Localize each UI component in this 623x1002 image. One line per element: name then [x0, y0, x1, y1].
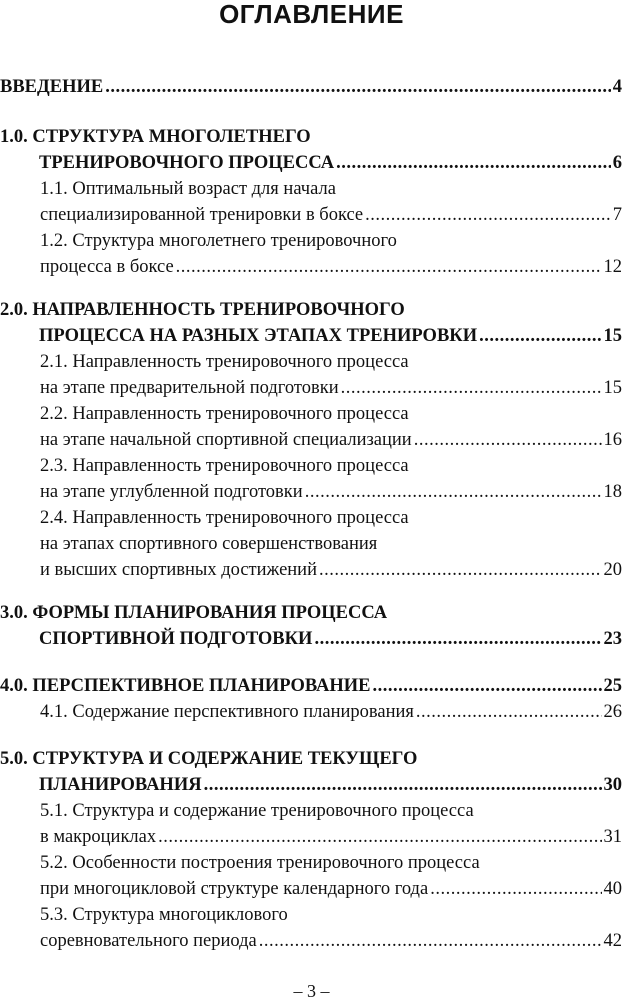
- dot-leader: [479, 323, 601, 349]
- entry-label: 4.0. ПЕРСПЕКТИВНОЕ ПЛАНИРОВАНИЕ: [0, 676, 371, 696]
- dot-leader: [305, 479, 602, 505]
- toc-section-5-1[interactable]: [0, 824, 622, 850]
- dot-leader: [430, 876, 601, 902]
- toc-section-2-1-line1[interactable]: 2.1. Направленность тренировочного процесса: [40, 352, 409, 372]
- toc-section-4-1[interactable]: [0, 699, 622, 725]
- toc-chapter-2[interactable]: [0, 323, 622, 349]
- dot-leader: [259, 928, 602, 954]
- dot-leader: [416, 699, 602, 725]
- page-number: 15: [603, 326, 622, 346]
- page-number: 20: [603, 560, 622, 580]
- entry-label: ВВЕДЕНИЕ: [0, 77, 104, 97]
- entry-label: 4.1. Содержание перспективного планирования: [40, 702, 414, 722]
- toc-chapter-1[interactable]: [0, 150, 622, 176]
- page-number: 7: [612, 205, 622, 225]
- page-number: 31: [603, 827, 622, 847]
- page-number: 40: [603, 879, 622, 899]
- entry-label: в макроциклах: [40, 827, 157, 847]
- toc-chapter-3[interactable]: [0, 626, 622, 652]
- toc-section-1-1-line1[interactable]: 1.1. Оптимальный возраст для начала: [40, 179, 336, 199]
- page-number: 12: [603, 257, 622, 277]
- dot-leader: [314, 626, 601, 652]
- toc-section-2-3[interactable]: [0, 479, 622, 505]
- toc-chapter-4[interactable]: [0, 673, 622, 699]
- toc-section-5-3[interactable]: [0, 928, 622, 954]
- entry-label: специализированной тренировки в боксе: [40, 205, 364, 225]
- entry-label: ПЛАНИРОВАНИЯ: [39, 775, 202, 795]
- page-number: 23: [603, 629, 622, 649]
- dot-leader: [373, 673, 602, 699]
- entry-label: и высших спортивных достижений: [40, 560, 317, 580]
- entry-label: на этапе предварительной подготовки: [40, 378, 339, 398]
- dot-leader: [365, 202, 611, 228]
- dot-leader: [319, 557, 602, 583]
- toc-section-5-2-line1[interactable]: 5.2. Особенности построения тренировочного процесса: [40, 853, 480, 873]
- page-title: ОГЛАВЛЕНИЕ: [219, 0, 404, 29]
- entry-label: ПРОЦЕССА НА РАЗНЫХ ЭТАПАХ ТРЕНИРОВКИ: [39, 326, 478, 346]
- toc-section-2-4[interactable]: [0, 557, 622, 583]
- page-footer-number: – 3 –: [293, 981, 330, 1001]
- toc-section-1-2[interactable]: [0, 254, 622, 280]
- toc-section-1-1[interactable]: [0, 202, 622, 228]
- toc-section-1-2-line1[interactable]: 1.2. Структура многолетнего тренировочного: [40, 231, 397, 251]
- entry-label: ТРЕНИРОВОЧНОГО ПРОЦЕССА: [39, 153, 335, 173]
- dot-leader: [158, 824, 601, 850]
- toc-section-2-4-line1[interactable]: 2.4. Направленность тренировочного процесса: [40, 508, 409, 528]
- page-number: 16: [603, 430, 622, 450]
- entry-label: при многоцикловой структуре календарного года: [40, 879, 429, 899]
- page-number: 42: [603, 931, 622, 951]
- page-number: 18: [603, 482, 622, 502]
- page-number: 4: [612, 77, 622, 97]
- dot-leader: [336, 150, 611, 176]
- page-number: 25: [603, 676, 622, 696]
- page-number: 6: [612, 153, 622, 173]
- toc-section-5-3-line1[interactable]: 5.3. Структура многоциклового: [40, 905, 288, 925]
- entry-label: процесса в боксе: [40, 257, 174, 277]
- toc-entry-introduction[interactable]: [0, 74, 622, 100]
- toc-section-2-2[interactable]: [0, 427, 622, 453]
- page-number: 30: [603, 775, 622, 795]
- toc-chapter-2-line1[interactable]: 2.0. НАПРАВЛЕННОСТЬ ТРЕНИРОВОЧНОГО: [0, 300, 405, 320]
- page-number: 15: [603, 378, 622, 398]
- toc-section-2-3-line1[interactable]: 2.3. Направленность тренировочного процесса: [40, 456, 409, 476]
- toc-section-2-4-line2[interactable]: на этапах спортивного совершенствования: [40, 534, 378, 554]
- toc-section-2-1[interactable]: [0, 375, 622, 401]
- toc-section-2-2-line1[interactable]: 2.2. Направленность тренировочного процесса: [40, 404, 409, 424]
- dot-leader: [414, 427, 602, 453]
- entry-label: на этапе начальной спортивной специализации: [40, 430, 412, 450]
- toc-chapter-1-line1[interactable]: 1.0. СТРУКТУРА МНОГОЛЕТНЕГО: [0, 127, 311, 147]
- toc-chapter-5-line1[interactable]: 5.0. СТРУКТУРА И СОДЕРЖАНИЕ ТЕКУЩЕГО: [0, 749, 418, 769]
- dot-leader: [176, 254, 602, 280]
- toc-section-5-2[interactable]: [0, 876, 622, 902]
- entry-label: на этапе углубленной подготовки: [40, 482, 303, 502]
- dot-leader: [341, 375, 602, 401]
- dot-leader: [204, 772, 602, 798]
- toc-section-5-1-line1[interactable]: 5.1. Структура и содержание тренировочного процесса: [40, 801, 474, 821]
- page-number: 26: [603, 702, 622, 722]
- entry-label: СПОРТИВНОЙ ПОДГОТОВКИ: [39, 629, 313, 649]
- toc-chapter-5[interactable]: [0, 772, 622, 798]
- dot-leader: [105, 74, 611, 100]
- toc-chapter-3-line1[interactable]: 3.0. ФОРМЫ ПЛАНИРОВАНИЯ ПРОЦЕССА: [0, 603, 388, 623]
- entry-label: соревновательного периода: [40, 931, 257, 951]
